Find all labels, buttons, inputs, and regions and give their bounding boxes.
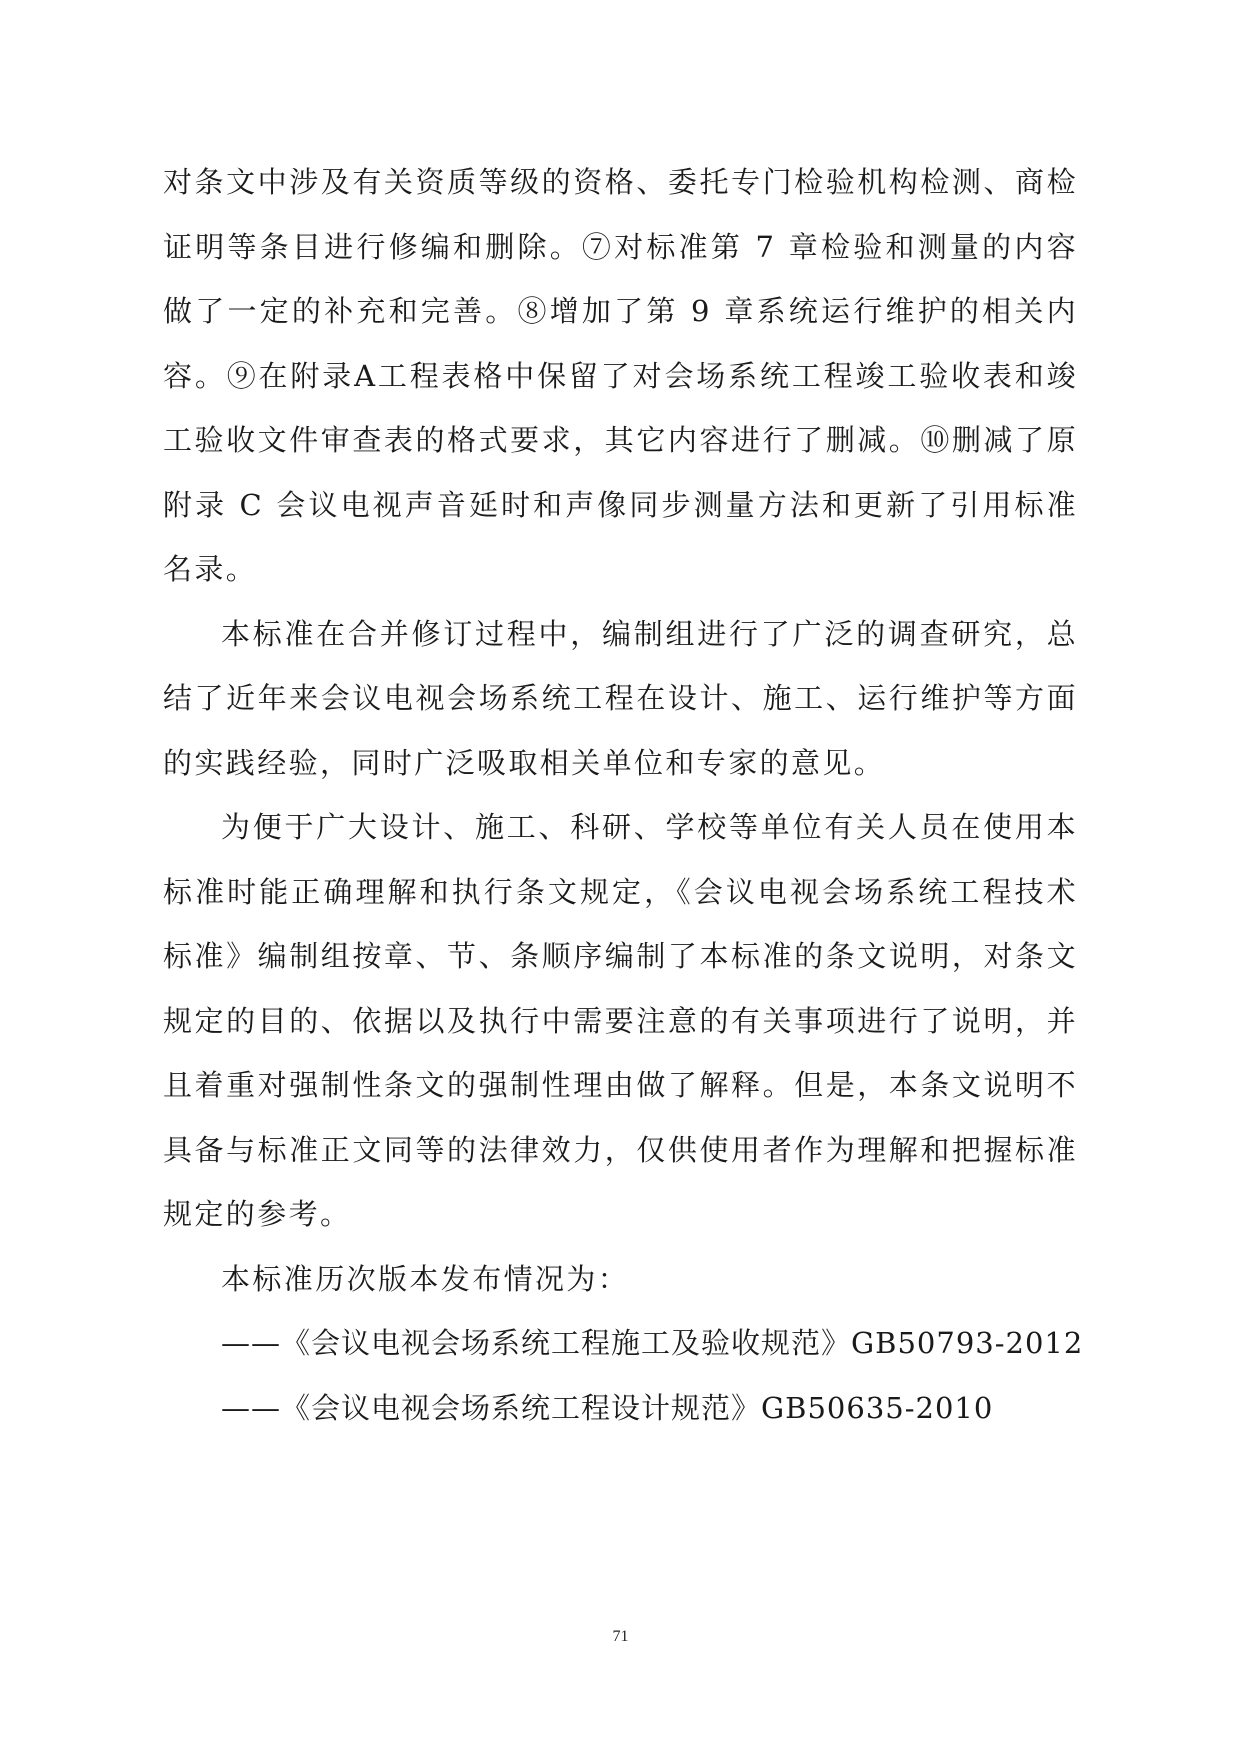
version-history-item: ——《会议电视会场系统工程设计规范》GB50635-2010 [221, 1390, 994, 1425]
document-body [163, 150, 1084, 1440]
version-history-item: ——《会议电视会场系统工程施工及验收规范》GB50793-2012 [221, 1326, 1084, 1360]
paragraph-explanation-purpose: 为便于广大设计、施工、科研、学校等单位有关人员在使用本标准时能正确理解和执行条文规定，《会议电视会场系统工程技术标准》编制组按章、节、条顺序编制了本标准的条文说明，对条文规定的目的、依据以及执行中需要注意的有关事项进行了说明，并且着重对强制性条文的强制性理由做了解释。但是，本条文说明不具备与标准正文同等的法律效力，仅供使用者作为理解和把握标准规定的参考。 [163, 810, 1078, 1231]
page-number: 71 [612, 1628, 629, 1645]
version-history-heading: 本标准历次版本发布情况为： [221, 1261, 630, 1296]
paragraph-research-summary: 本标准在合并修订过程中，编制组进行了广泛的调查研究，总结了近年来会议电视会场系统工程在设计、施工、运行维护等方面的实践经验，同时广泛吸取相关单位和专家的意见。 [163, 616, 1078, 780]
paragraph-revision-details: 对条文中涉及有关资质等级的资格、委托专门检验机构检测、商检证明等条目进行修编和删除。⑦对标准第 7 章检验和测量的内容做了一定的补充和完善。⑧增加了第 9 章系统运行维护的相关内容。⑨在附录A工程表格中保留了对会场系统工程竣工验收表和竣工验收文件审查表的格式要求，其它内容进行了删减。⑩删减了原附录 C 会议电视声音延时和声像同步测量方法和更新了引用标准名录。 [163, 165, 1078, 586]
